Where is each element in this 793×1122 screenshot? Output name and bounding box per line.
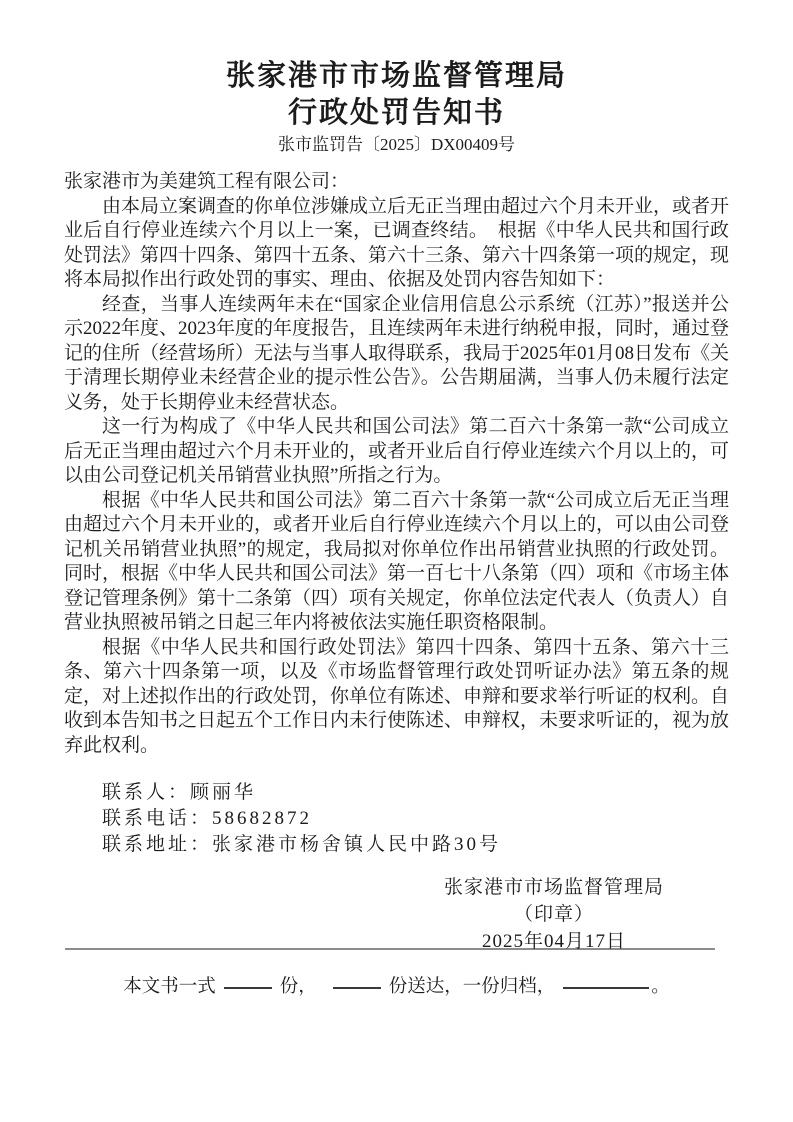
contact-block (64, 780, 729, 858)
copies-note (64, 974, 729, 1000)
issuing-agency-name: 张家港市市场监督管理局 (443, 877, 664, 898)
paragraph-violation-determination: 这一行为构成了《中华人民共和国公司法》第二百六十条第一款“公司成立后无正当理由超过六个月未开业的，或者开业后自行停业连续六个月以上的，可以由公司登记机关吊销营业执照”所指之行为。 (64, 416, 730, 486)
contact-person-line: 联系人：顾丽华 (102, 782, 257, 803)
issuing-agency-title: 张家港市市场监督管理局 (225, 60, 567, 92)
copies-count-blank-line (224, 987, 272, 989)
archive-blank-line (563, 987, 649, 989)
document-number: 张市监罚告〔2025〕DX00409号 (277, 135, 516, 154)
paragraph-case-intro: 由本局立案调查的你单位涉嫌成立后无正当理由超过六个月未开业，或者开业后自行停业连续六个月以上一案，已调查终结。 根据《中华人民共和国行政处罚法》第四十四条、第四十五条、第六十三条、第六十四条第一项的规定，现将本局拟作出行政处罚的事实、理由、依据及处罚内容告知如下： (64, 195, 730, 290)
issue-date: 2025年04月17日 (481, 931, 626, 952)
contact-address-line: 联系地址：张家港市杨舍镇人民中路30号 (102, 834, 502, 855)
seal-placeholder: （印章） (513, 904, 594, 925)
contact-phone-line: 联系电话：58682872 (102, 808, 313, 829)
paragraph-investigation-findings: 经查，当事人连续两年未在“国家企业信用信息公示系统（江苏）”报送并公示2022年度、2023年度的年度报告，且连续两年未进行纳税申报，同时，通过登记的住所（经营场所）无法与当事人取得联系，我局于2025年01月08日发布《关于清理长期停业未经营企业的提示性公告》。公告期届满，当事人仍未履行法定义务，处于长期停业未经营状态。 (64, 293, 730, 413)
document-body (64, 170, 729, 758)
paragraph-proposed-penalty: 根据《中华人民共和国公司法》第二百六十条第一款“公司成立后无正当理由超过六个月未开业的，或者开业后自行停业连续六个月以上的，可以由公司登记机关吊销营业执照”的规定，我局拟对你单位作出吊销营业执照的行政处罚。同时，根据《中华人民共和国公司法》第一百七十八条第（四）项和《市场主体登记管理条例》第十二条第（四）项有关规定，你单位法定代表人（负责人）自营业执照被吊销之日起三年内将被依法实施任职资格限制。 (64, 489, 730, 633)
copies-note-copies-suffix: 份， (279, 977, 317, 997)
document-type-title: 行政处罚告知书 (287, 97, 505, 129)
copies-note-prefix: 本文书一式 (123, 977, 216, 997)
copies-note-end: 。 (651, 977, 670, 997)
recipient-line: 张家港市为美建筑工程有限公司： (64, 171, 350, 192)
delivery-count-blank-line (333, 987, 381, 989)
copies-note-delivery-suffix: 份送达，一份归档， (388, 977, 556, 997)
paragraph-rights-notice: 根据《中华人民共和国行政处罚法》第四十四条、第四十五条、第六十三条、第六十四条第一项，以及《市场监督管理行政处罚听证办法》第五条的规定，对上述拟作出的行政处罚，你单位有陈述、申辩和要求举行听证的权利。自收到本告知书之日起五个工作日内未行使陈述、申辩权，未要求听证的，视为放弃此权利。 (64, 636, 730, 756)
signature-block (429, 874, 679, 955)
